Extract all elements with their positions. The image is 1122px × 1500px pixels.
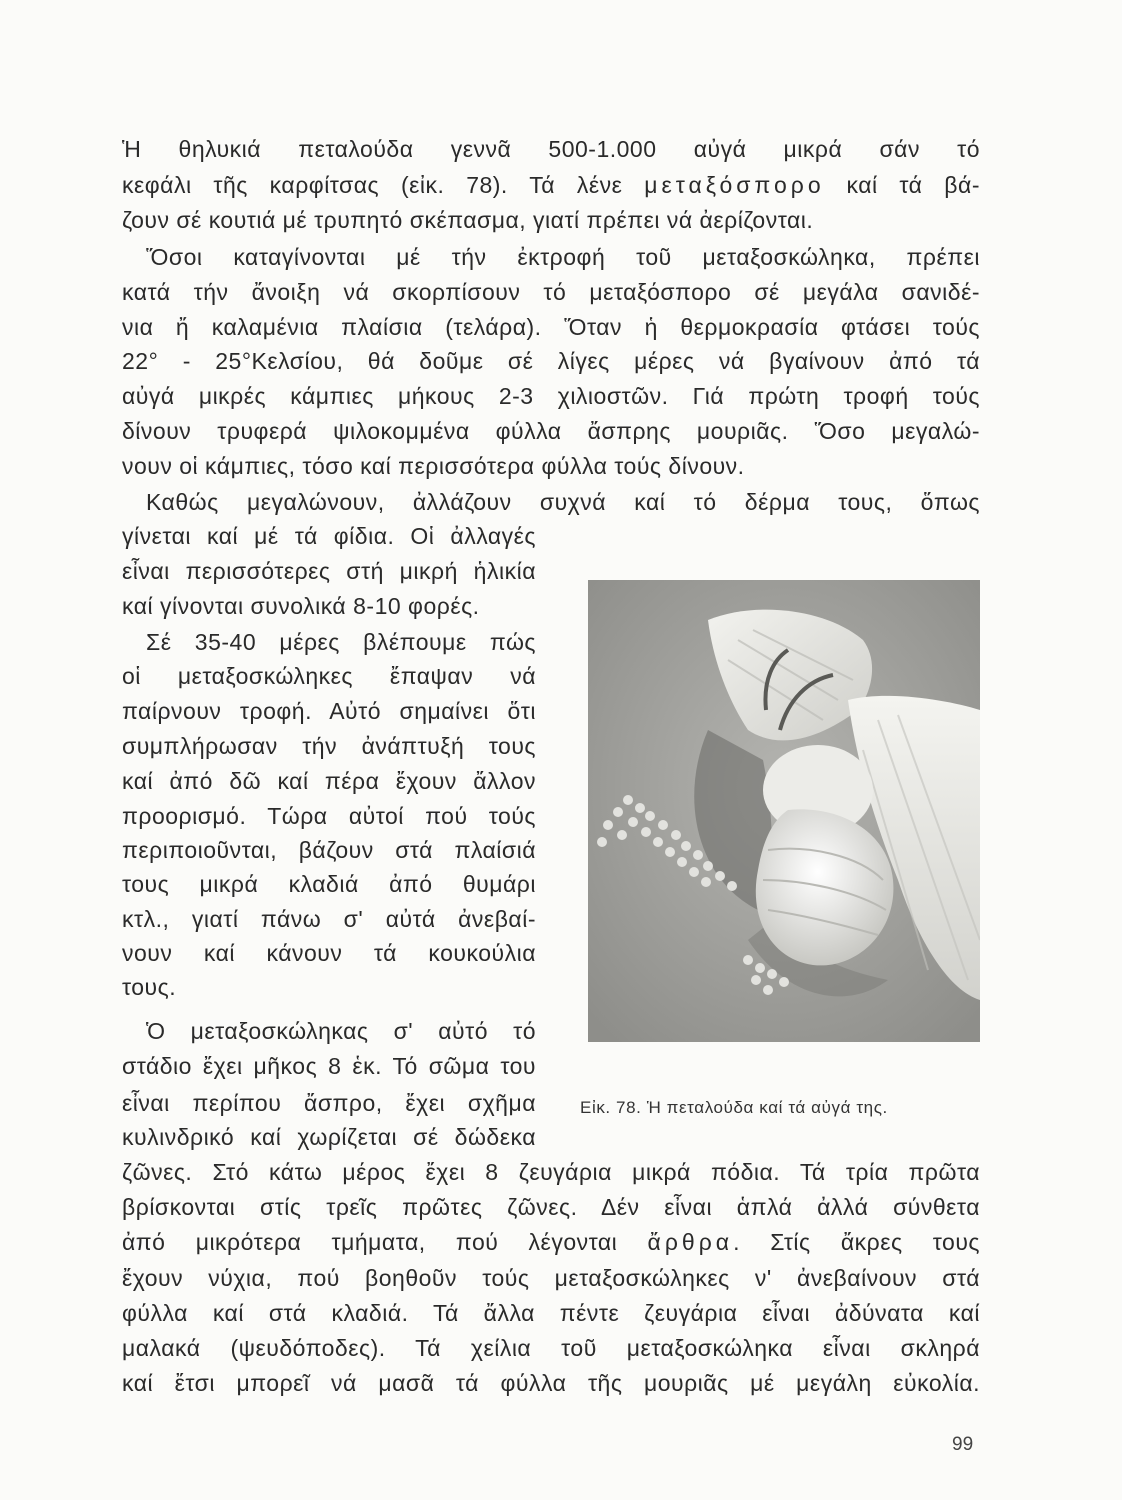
text-line (146, 242, 980, 273)
text-segment: οἱ μεταξοσκώληκες ἔπαψαν νά (122, 663, 536, 689)
text-segment: καί ἀπό δῶ καί πέρα ἔχουν ἄλλον (122, 768, 536, 794)
text-line (122, 1227, 980, 1258)
text-segment: κυλινδρικό καί χωρίζεται σέ δώδεκα (122, 1124, 536, 1150)
text-segment: περιποιοῦνται, βάζουν στά πλαίσιά (122, 837, 536, 863)
text-line (122, 1192, 980, 1223)
text-segment: ἀπό μικρότερα τμήματα, πού λέγονται (122, 1229, 648, 1255)
text-segment: καί τά βά- (824, 172, 980, 198)
text-segment: κτλ., γιατί πάνω σ' αὐτά ἀνεβαί- (122, 906, 536, 932)
text-segment: Ἡ θηλυκιά πεταλούδα γεννᾶ 500-1.000 αὐγά μικρά σάν τό (122, 136, 980, 162)
page-number: 99 (952, 1434, 974, 1455)
text-segment: προορισμό. Τώρα αὐτοί πού τούς (122, 803, 536, 829)
text-segment: . Στίς ἄκρες τους (733, 1229, 980, 1255)
text-line (146, 1016, 536, 1047)
text-segment: Σέ 35-40 μέρες βλέπουμε πώς (146, 629, 536, 655)
text-segment: ἔχουν νύχια, πού βοηθοῦν τούς μεταξοσκώληκες ν' ἀνεβαίνουν στά (122, 1265, 980, 1291)
text-line (122, 1368, 980, 1399)
text-line (122, 1157, 980, 1188)
text-segment: δίνουν τρυφερά ψιλοκομμένα φύλλα ἄσπρης μουριᾶς. Ὅσο μεγαλώ- (122, 418, 980, 444)
text-line (146, 487, 980, 518)
text-line (122, 904, 536, 935)
text-line (122, 869, 536, 900)
text-segment: παίρνουν τροφή. Αὐτό σημαίνει ὅτι (122, 698, 536, 724)
text-segment: εἶναι περισσότερες στή μικρή ἡλικία (122, 558, 536, 584)
text-line (122, 1122, 536, 1153)
moth-photograph (588, 580, 980, 1042)
text-line (122, 1333, 980, 1364)
text-segment: ζουν σέ κουτιά μέ τρυπητό σκέπασμα, γιατί πρέπει νά ἀερίζονται. (122, 207, 814, 233)
text-segment: Ὅσοι καταγίνονται μέ τήν ἐκτροφή τοῦ μεταξοσκώληκα, πρέπει (146, 244, 980, 270)
text-segment: καί ἔτσι μπορεῖ νά μασᾶ τά φύλλα τῆς μουριᾶς μέ μεγάλη εὐκολία. (122, 1370, 980, 1396)
text-segment: γίνεται καί μέ τά φίδια. Οἱ ἀλλαγές (122, 523, 536, 549)
text-segment: στάδιο ἔχει μῆκος 8 ἑκ. Τό σῶμα του (122, 1053, 536, 1079)
text-line (122, 312, 980, 343)
text-segment: συμπλήρωσαν τήν ἀνάπτυξή τους (122, 733, 536, 759)
text-line (122, 661, 536, 692)
text-line (122, 170, 980, 201)
text-segment: Καθώς μεγαλώνουν, ἀλλάζουν συχνά καί τό δέρμα τους, ὅπως (146, 489, 980, 515)
text-segment: νουν καί κάνουν τά κουκούλια (122, 940, 536, 966)
text-line (122, 766, 536, 797)
spaced-term: μεταξόσπορο (644, 172, 825, 198)
text-line (122, 731, 536, 762)
text-line (122, 205, 980, 236)
text-line (122, 346, 980, 377)
text-line (122, 696, 536, 727)
text-segment: 22° - 25°Κελσίου, θά δοῦμε σέ λίγες μέρες νά βγαίνουν ἀπό τά (122, 348, 980, 374)
figure-caption: Εἰκ. 78. Ἡ πεταλούδα καί τά αὐγά της. (580, 1098, 888, 1117)
text-line (146, 627, 536, 658)
text-segment: φύλλα καί στά κλαδιά. Τά ἄλλα πέντε ζευγάρια εἶναι ἀδύνατα καί (122, 1300, 980, 1326)
text-segment: Ὁ μεταξοσκώληκας σ' αὐτό τό (146, 1018, 536, 1044)
text-segment: αὐγά μικρές κάμπιες μήκους 2-3 χιλιοστῶν. Γιά πρώτη τροφή τούς (122, 383, 980, 409)
text-segment: τους. (122, 974, 177, 1000)
text-segment: εἶναι περίπου ἄσπρο, ἔχει σχῆμα (122, 1090, 536, 1116)
text-segment: νουν οἱ κάμπιες, τόσο καί περισσότερα φύλλα τούς δίνουν. (122, 453, 745, 479)
text-line (122, 972, 536, 1003)
text-segment: βρίσκονται στίς τρεῖς πρῶτες ζῶνες. Δέν εἶναι ἁπλά ἀλλά σύνθετα (122, 1194, 980, 1220)
text-line (122, 416, 980, 447)
text-line (122, 277, 980, 308)
text-segment: ζῶνες. Στό κάτω μέρος ἔχει 8 ζευγάρια μικρά πόδια. Τά τρία πρῶτα (122, 1159, 980, 1185)
text-line (122, 556, 536, 587)
text-line (122, 1051, 536, 1082)
text-segment: τους μικρά κλαδιά ἀπό θυμάρι (122, 871, 536, 897)
text-segment: κεφάλι τῆς καρφίτσας (εἰκ. 78). Τά λένε (122, 172, 645, 198)
text-line (122, 381, 980, 412)
spaced-term: ἄρθρα (647, 1229, 734, 1255)
text-segment: μαλακά (ψευδόποδες). Τά χείλια τοῦ μεταξοσκώληκα εἶναι σκληρά (122, 1335, 980, 1361)
text-line (122, 938, 536, 969)
text-line (122, 591, 536, 622)
text-segment: νια ἤ καλαμένια πλαίσια (τελάρα). Ὅταν ἡ θερμοκρασία φτάσει τούς (122, 314, 980, 340)
text-line (122, 134, 980, 165)
text-line (122, 451, 980, 482)
text-line (122, 521, 536, 552)
text-line (122, 1298, 980, 1329)
text-line (122, 1088, 536, 1119)
moth-illustration (588, 580, 980, 1042)
text-segment: κατά τήν ἄνοιξη νά σκορπίσουν τό μεταξόσπορο σέ μεγάλα σανιδέ- (122, 279, 980, 305)
text-line (122, 835, 536, 866)
text-line (122, 801, 536, 832)
text-segment: καί γίνονται συνολικά 8-10 φορές. (122, 593, 480, 619)
text-line (122, 1263, 980, 1294)
